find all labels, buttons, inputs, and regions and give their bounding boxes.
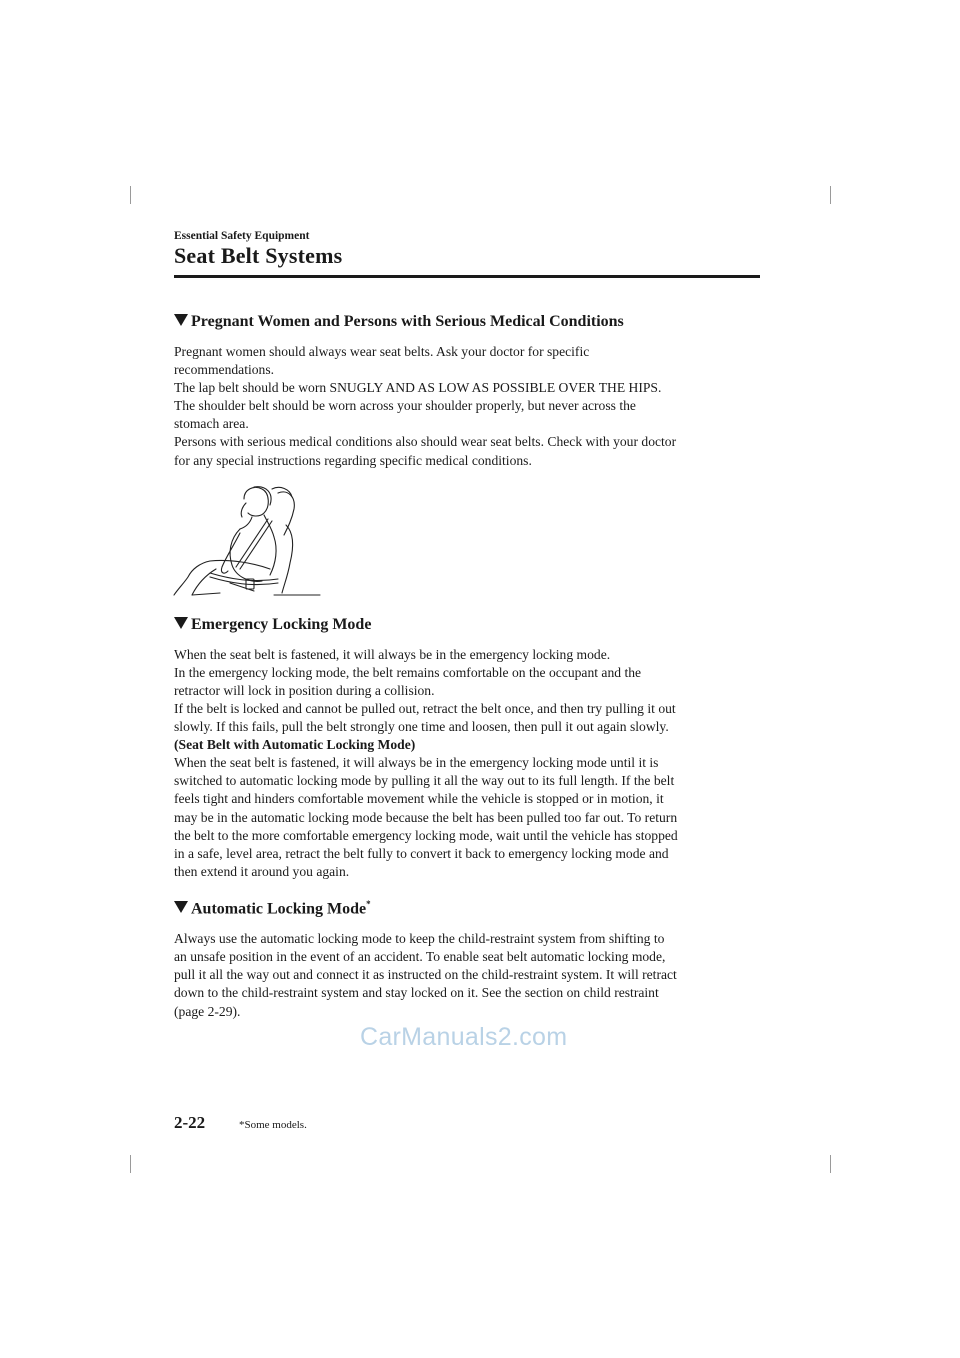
crop-mark-bottom-right (830, 1155, 831, 1173)
paragraph-line: for any special instructions regarding specific medical conditions. (174, 452, 532, 468)
paragraph-line: If the belt is locked and cannot be pulled out, retract the belt once, and then try pulling it out (174, 700, 676, 716)
paragraph-line: In the emergency locking mode, the belt remains comfortable on the occupant and the (174, 664, 642, 680)
section-heading-emergency-locking-mode: Emergency Locking Mode (174, 614, 764, 636)
title-rule (174, 275, 760, 278)
paragraph-line: the belt to the more comfortable emergency locking mode, wait until the vehicle has stopped (174, 827, 678, 843)
paragraph-line: Always use the automatic locking mode to keep the child-restraint system from shifting to (174, 931, 665, 947)
page-number: 2-22 (174, 1113, 206, 1132)
footnote-some-models: *Some models. (239, 1119, 307, 1131)
paragraph-line: pull it all the way out and connect it as instructed on the child-restraint system. It will retract (174, 967, 677, 983)
paragraph-line: When the seat belt is fastened, it will always be in the emergency locking mode until it is (174, 755, 659, 771)
paragraph-line: feels tight and hinders comfortable movement while the vehicle is stopped or in motion, it (174, 791, 664, 807)
watermark-link[interactable]: CarManuals2.com (360, 1023, 568, 1051)
paragraph-line: down to the child-restraint system and stay locked on it. See the section on child restraint (174, 985, 659, 1001)
section-label: Essential Safety Equipment (174, 230, 310, 242)
paragraph-line: stomach area. (174, 416, 249, 432)
paragraph-line: (page 2-29). (174, 1003, 241, 1019)
section-heading-automatic-locking-mode: Automatic Locking Mode* (174, 893, 764, 920)
paragraph-line: an unsafe position in the event of an accident. To enable seat belt automatic locking mode, (174, 949, 666, 965)
some-models-mark: * (366, 898, 371, 909)
paragraph-line: then extend it around you again. (174, 863, 350, 879)
paragraph-line: may be in the automatic locking mode because the belt has been pulled too far out. To return (174, 809, 678, 825)
paragraph-line: slowly. If this fails, pull the belt strongly one time and loosen, then pull it out again slowly. (174, 719, 669, 735)
paragraph-line: Pregnant women should always wear seat belts. Ask your doctor for specific (174, 344, 590, 359)
paragraph-line: in a safe, level area, retract the belt fully to convert it back to emergency locking mode and (174, 845, 669, 861)
crop-mark-bottom-left (130, 1155, 131, 1173)
triangle-bullet-icon (174, 314, 188, 326)
paragraph-line: recommendations. (174, 362, 275, 378)
paragraph-line: Persons with serious medical conditions also should wear seat belts. Check with your doctor (174, 434, 677, 450)
triangle-bullet-icon (174, 901, 188, 913)
triangle-bullet-icon (174, 617, 188, 629)
paragraph-line: switched to automatic locking mode by pulling it all the way out to its full length. If the belt (174, 773, 675, 789)
subheading-automatic-locking: (Seat Belt with Automatic Locking Mode) (174, 737, 416, 753)
paragraph-line: The lap belt should be worn SNUGLY AND AS LOW AS POSSIBLE OVER THE HIPS. (174, 380, 662, 396)
page-content (174, 311, 764, 1021)
crop-mark-top-left (130, 186, 131, 204)
pregnant-woman-seatbelt-illustration (170, 483, 370, 598)
crop-mark-top-right (830, 186, 831, 204)
paragraph-line: The shoulder belt should be worn across your shoulder properly, but never across the (174, 398, 636, 414)
section-heading-pregnant-women: Pregnant Women and Persons with Serious Medical Conditions (174, 311, 764, 333)
paragraph-line: When the seat belt is fastened, it will always be in the emergency locking mode. (174, 646, 611, 662)
paragraph-line: retractor will lock in position during a collision. (174, 682, 435, 698)
page-title: Seat Belt Systems (174, 243, 343, 268)
